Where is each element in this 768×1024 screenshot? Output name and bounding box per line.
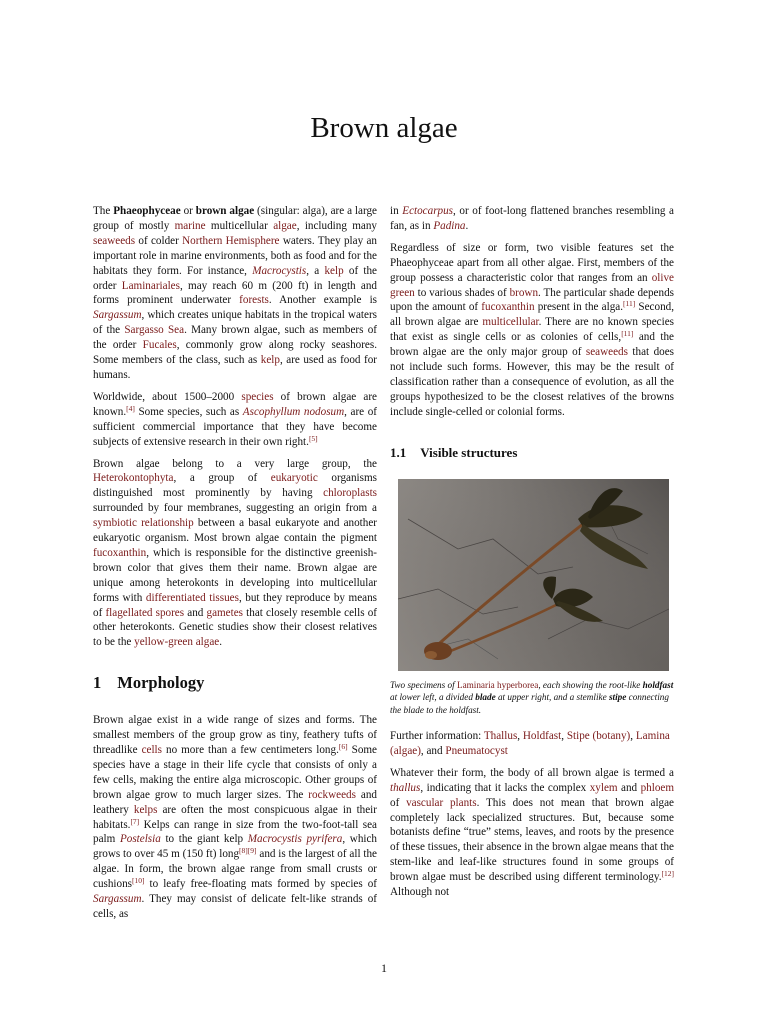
citation[interactable]: [11] [621, 329, 634, 339]
subsection-number: 1.1 [390, 444, 407, 460]
link-kelp-2[interactable]: kelp [260, 354, 280, 367]
link-stipe-botany[interactable]: Stipe (botany) [566, 729, 631, 742]
features-paragraph: Regardless of size or form, two visible features set the Phaeophyceae apart from all other algae. First, members of the group possess a characteristic color that ranges from an olive green to various shades of brown. The particular shade depends upon the amount of fucoxanthin present in the alga.[11] Second, all brown algae are multicellular. There are no known species that exist as single cells or as colonies of cells,[11] and the brown algae are the only major group of seaweeds that does not include such forms. However, this may be the result of classification rather than a consequence of evolution, as all the groups hypothesized to be the closest relatives of the browns include single-celled or colonial forms. [390, 241, 674, 418]
link-symbiotic-relationship[interactable]: symbiotic relationship [93, 517, 194, 530]
link-thallus[interactable]: Thallus [483, 729, 518, 742]
link-macrocystis-pyrifera[interactable]: Macrocystis pyrifera [247, 833, 343, 846]
link-flagellated-spores[interactable]: flagellated spores [105, 606, 185, 619]
link-seaweeds-2[interactable]: seaweeds [585, 346, 628, 359]
link-thallus-2[interactable]: thallus [390, 781, 421, 794]
link-algae[interactable]: algae [273, 219, 297, 232]
figure-caption: Two specimens of Laminaria hyperborea, each showing the root-like holdfast at lower left, a divided blade at upper right, and a stemlike stipe connecting the blade to the holdfast. [390, 679, 674, 716]
link-fucales[interactable]: Fucales [142, 339, 177, 352]
link-rockweeds[interactable]: rockweeds [308, 788, 356, 801]
citation[interactable]: [8][9] [239, 846, 257, 856]
citation[interactable]: [12] [661, 869, 674, 879]
continued-paragraph: in Ectocarpus, or of foot-long flattened branches resembling a fan, as in Padina. [390, 205, 675, 232]
page-number: 1 [381, 961, 387, 975]
citation[interactable]: [6] [338, 742, 348, 751]
link-postelsia[interactable]: Postelsia [119, 833, 161, 846]
link-gametes[interactable]: gametes [206, 606, 244, 619]
citation[interactable]: [4] [126, 403, 135, 413]
link-multicellular[interactable]: multicellular [482, 316, 539, 329]
subsection-title: Visible structures [420, 444, 518, 460]
link-ascophyllum[interactable]: Ascophyllum nodosum [242, 405, 345, 418]
link-kelp[interactable]: kelp [324, 264, 344, 277]
citation[interactable]: [10] [132, 876, 145, 886]
page-title: Brown algae [310, 112, 458, 144]
right-column [390, 204, 674, 907]
link-sargassum[interactable]: Sargassum [93, 309, 142, 322]
classification-paragraph: Brown algae belong to a very large group, the Heterokontophyta, a group of eukaryotic organisms distinguished most prominently by having chloroplasts surrounded by four membranes, suggesting an origin from a symbiotic relationship between a basal eukaryote and another eukaryotic organism. Most brown algae contain the pigment fucoxanthin, which is responsible for the distinctive greenish-brown color that gives them their name. Brown algae are unique among heterokonts in developing into multicellular forms with differentiated tissues, but they reproduce by means of flagellated spores and gametes that closely resemble cells of other heterokonts. Genetic studies show their closest relatives to be the yellow-green algae. [93, 457, 378, 649]
link-olive-green[interactable]: olive green [390, 271, 674, 299]
citation[interactable]: [11] [623, 299, 636, 309]
left-column [93, 204, 377, 929]
link-seaweeds[interactable]: seaweeds [93, 234, 136, 247]
species-paragraph: Worldwide, about 1500–2000 species of brown algae are known.[4] Some species, such as Ascophyllum nodosum, are of sufficient commercial importance that they have become subjects of extensive research in their own right.[5] [93, 390, 377, 448]
link-yellow-green-algae[interactable]: yellow-green algae [134, 636, 220, 649]
link-vascular-plants[interactable]: vascular plants [406, 796, 477, 809]
citation[interactable]: [5] [308, 433, 318, 443]
section-number: 1 [93, 673, 102, 693]
section-title: Morphology [117, 673, 205, 693]
intro-paragraph: The Phaeophyceae or brown algae (singular: alga), are a large group of mostly marine multicellular algae, including many seaweeds of colder Northern Hemisphere waters. They play an important role in marine environments, both as food and for the habitats they form. For instance, Macrocystis, a kelp of the order Laminariales, may reach 60 m (200 ft) in length and forms prominent underwater forests. Another example is Sargassum, which creates unique habitats in the tropical waters of the Sargasso Sea. Many brown algae, such as members of the order Fucales, commonly grow along rocky seashores. Some members of the class, such as kelp, are used as food for humans. [93, 205, 377, 381]
link-differentiated-tissues[interactable]: differentiated tissues [145, 591, 239, 604]
thallus-paragraph: Whatever their form, the body of all brown algae is termed a thallus, indicating that it lacks the complex xylem and phloem of vascular plants. This does not mean that brown algae completely lack specialized structures. But, because some botanists define “true” stems, leaves, and roots by the presence of these tissues, their absence in the brown algae means that the stem-like and leaf-like structures found in some groups of brown algae must be described using different terminology.[12] Although not [390, 766, 675, 899]
bold-term: brown algae [195, 205, 255, 217]
further-information: Further information: Thallus, Holdfast, Stipe (botany), Lamina (algae), and Pneumatocyst [390, 729, 670, 757]
link-pneumatocyst[interactable]: Pneumatocyst [445, 744, 508, 757]
link-sargassum-2[interactable]: Sargassum [93, 893, 142, 906]
link-padina[interactable]: Padina [433, 219, 466, 232]
link-laminariales[interactable]: Laminariales [121, 279, 180, 292]
link-fucoxanthin[interactable]: fucoxanthin [93, 546, 147, 559]
link-brown[interactable]: brown [509, 286, 539, 299]
link-sargasso-sea[interactable]: Sargasso Sea [124, 324, 185, 337]
subsection-heading-visible-structures [390, 446, 674, 461]
link-kelps[interactable]: kelps [133, 803, 158, 816]
link-fucoxanthin-2[interactable]: fucoxanthin [481, 301, 535, 314]
link-laminaria-hyperborea[interactable]: Laminaria hyperborea [456, 679, 539, 690]
link-phloem[interactable]: phloem [640, 781, 675, 794]
bold-term: Phaeophyceae [113, 205, 181, 217]
link-marine[interactable]: marine [174, 219, 206, 232]
link-xylem[interactable]: xylem [589, 781, 618, 794]
link-holdfast[interactable]: Holdfast [522, 729, 562, 742]
link-chloroplasts[interactable]: chloroplasts [323, 487, 377, 500]
link-ectocarpus[interactable]: Ectocarpus [402, 205, 454, 217]
link-macrocystis[interactable]: Macrocystis [252, 264, 307, 277]
link-species[interactable]: species [241, 390, 274, 403]
kelp-photo [398, 479, 669, 671]
section-heading-morphology [93, 673, 377, 693]
link-heterokontophyta[interactable]: Heterokontophyta [93, 472, 174, 485]
link-eukaryotic[interactable]: eukaryotic [270, 472, 318, 485]
citation[interactable]: [7] [130, 816, 140, 826]
morphology-paragraph: Brown algae exist in a wide range of sizes and forms. The smallest members of the group grow as tiny, feathery tufts of threadlike cells no more than a few centimeters long.[6] Some species have a stage in their life cycle that consists of only a few cells, making the entire alga microscopic. Other groups of brown algae grow to much larger sizes. The rockweeds and leathery kelps are often the most conspicuous algae in their habitats.[7] Kelps can range in size from the two-foot-tall sea palm Postelsia to the giant kelp Macrocystis pyrifera, which grows to over 45 m (150 ft) long[8][9] and is the largest of all the algae. In form, the brown algae range from small crusts or cushions[10] to leafy free-floating mats formed by species of Sargassum. They may consist of delicate felt-like strands of cells, as [93, 714, 378, 920]
link-forests[interactable]: forests [239, 294, 269, 307]
link-northern-hemisphere[interactable]: Northern Hemisphere [182, 234, 280, 247]
link-lamina-algae[interactable]: Lamina (algae) [390, 729, 670, 757]
link-cells[interactable]: cells [141, 744, 162, 756]
